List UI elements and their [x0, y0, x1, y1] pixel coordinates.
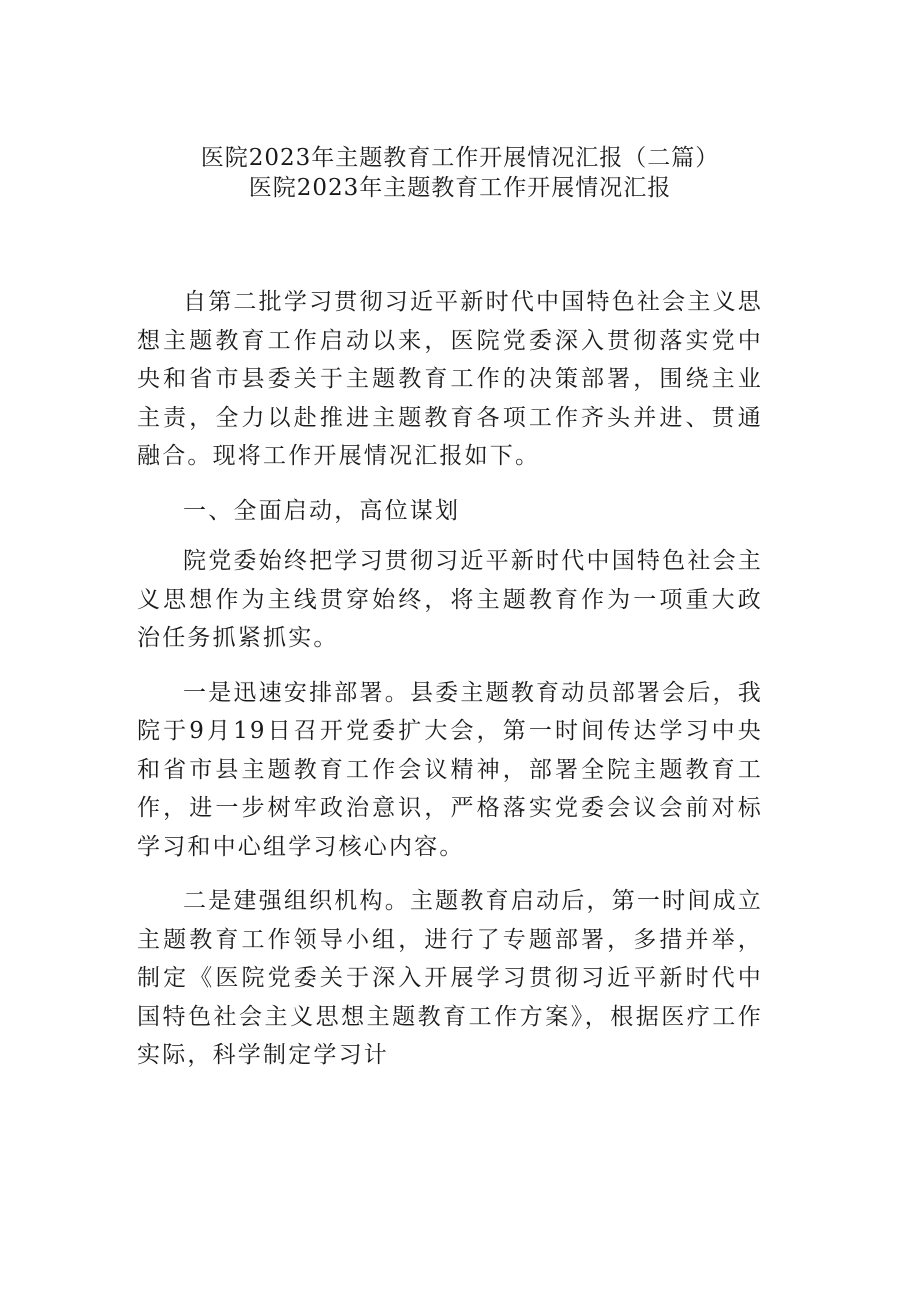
point-one-paragraph: 一是迅速安排部署。县委主题教育动员部署会后，我院于9月19日召开党委扩大会，第一时间传达学习中央和省市县主题教育工作会议精神，部署全院主题教育工作，进一步树牢政治意识，严格落实党委会议会前对标学习和中心组学习核心内容。: [137, 679, 763, 860]
section-heading: 一、全面启动，高位谋划: [183, 497, 461, 524]
document-title: [0, 143, 920, 203]
intro-paragraph: 自第二批学习贯彻习近平新时代中国特色社会主义思想主题教育工作启动以来，医院党委深入贯彻落实党中央和省市县委关于主题教育工作的决策部署，围绕主业主责，全力以赴推进主题教育各项工作齐头并进、贯通融合。现将工作开展情况汇报如下。: [137, 289, 763, 469]
section-paragraph: 院党委始终把学习贯彻习近平新时代中国特色社会主义思想作为主线贯穿始终，将主题教育作为一项重大政治任务抓紧抓实。: [137, 548, 763, 651]
point-two-paragraph: 二是建强组织机构。主题教育启动后，第一时间成立主题教育工作领导小组，进行了专题部署，多措并举，制定《医院党委关于深入开展学习贯彻习近平新时代中国特色社会主义思想主题教育工作方案》，根据医疗工作实际，科学制定学习计: [137, 888, 763, 1068]
title-line-1: 医院2023年主题教育工作开展情况汇报（二篇）: [200, 145, 720, 171]
title-line-2: 医院2023年主题教育工作开展情况汇报: [248, 175, 672, 201]
document-body: [137, 283, 763, 1091]
